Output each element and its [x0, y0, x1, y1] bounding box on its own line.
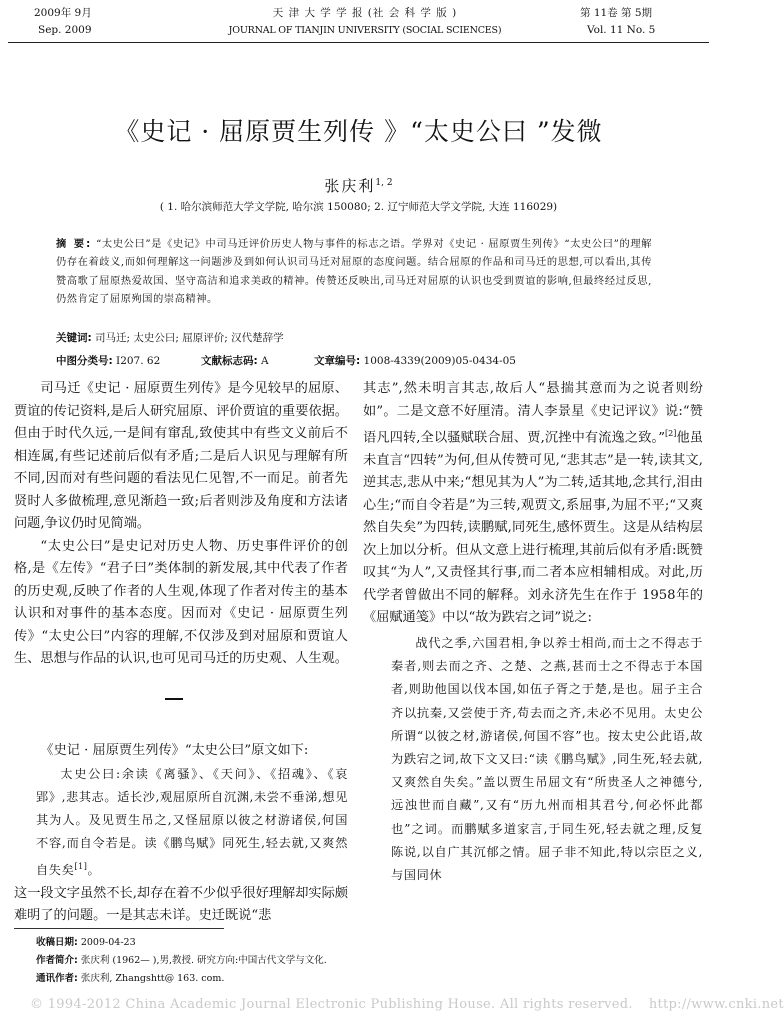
clc-value: I207. 62 [116, 355, 161, 367]
article-title: 《史记 · 屈原贾生列传 》“太史公曰 ”发微 [114, 117, 603, 146]
received-label: 收稿日期: [36, 937, 78, 948]
body-left-lower [14, 740, 348, 928]
author-bio-label: 作者简介: [36, 955, 78, 966]
doc-code-label: 文献标志码: [201, 355, 258, 367]
citation-ref: [1] [74, 862, 88, 872]
watermark-url[interactable]: http://www.cnki.net [648, 997, 784, 1012]
body-text: 他虽未直言“四转”为何,但从传赞可见,“悲其志”是一转,读其文,逆其志,悲从中来;“想见其为人”为二转,适其地,念其行,泪由心生;“而自令若是”为三转,观贾文,系屈事,为屈不平;“又爽然自失矣”为四转,读鹏赋,同死生,感怀贾生。这是从结构层次上加以分析。但从文意上进行梳理,其前后似有矛盾:既赞叹其“为人”,又责怪其行事,而二者本应相辅相成。对此,历代学者曾做出不同的解释。刘永济先生在作于 1958年的《屈赋通笺》中以“故为跌宕之词”说之: [363, 430, 703, 626]
body-paragraph: 司马迁《史记 · 屈原贾生列传》是今见较早的屈原、贾谊的传记资料,是后人研究屈原、评价贾谊的重要依据。但由于时代久远,一是间有窜乱,致使其中有些文义前后不相连属,有些记述前后似有矛盾;二是后人识见与理解有所不同,因而对有些问题的看法见仁见智,不一而足。前者先贤时人多做梳理,意见渐趋一致;后者则涉及角度和方法诸问题,争议仍时见简端。 [14, 381, 348, 531]
article-id-value: 1008-4339(2009)05-0434-05 [363, 355, 516, 367]
header-date-en: Sep. 2009 [38, 24, 92, 36]
abstract-label: 摘 要: [56, 239, 93, 250]
watermark-text: © 1994-2012 China Academic Journal Electronic Publishing House. All rights reserved. [30, 997, 633, 1012]
body-right-column [363, 378, 703, 887]
author-bio-value: 张庆利 (1962— ),男,教授. 研究方向:中国古代文学与文化. [80, 955, 327, 966]
copyright-watermark [30, 997, 784, 1012]
body-paragraph [363, 378, 703, 630]
header-volume-en: Vol. 11 No. 5 [587, 24, 656, 36]
footnote-received [36, 936, 136, 950]
contact-value: 张庆利, Zhangshtt@ 163. com. [80, 973, 225, 984]
author-line [0, 172, 717, 197]
header-journal-en: JOURNAL OF TIANJIN UNIVERSITY (SOCIAL SCIENCES) [228, 25, 502, 36]
abstract-text: “太史公曰”是《史记》中司马迁评价历史人物与事件的标志之语。学界对《史记 · 屈原贾生列传》“太史公曰”的理解仍存在着歧义,而如何理解这一问题涉及到如何认识司马迁对屈原的态度问题。结合屈原的作品和司马迁的思想,可以看出,其传赞高歌了屈原热爱故国、坚守高洁和追求美政的精神。传赞还反映出,司马迁对屈原的认识也受到贾谊的影响,但最终经过反思,仍然肯定了屈原殉国的崇高精神。 [56, 239, 652, 306]
keywords [56, 330, 666, 346]
header-date-cn: 2009年 9月 [34, 7, 92, 19]
footnote-contact [36, 972, 224, 986]
author-affil-marks: 1, 2 [375, 178, 393, 188]
author-name: 张庆利 [324, 177, 376, 195]
abstract [56, 236, 652, 310]
block-quote: 战代之季,六国君相,争以养士相尚,而士之不得志于秦者,则去而之齐、之楚、之燕,甚而士之不得志于本国者,则助他国以伐本国,如伍子胥之于楚,是也。屈子主合齐以抗秦,又尝使于齐,苟去而之齐,未必不见用。太史公所谓“以彼之材,游诸侯,何国不容”也。按太史公此语,故为跌宕之词,故下文又曰:“读《鹏鸟赋》,同生死,轻去就,又爽然自失矣。”盖以贾生吊屈文有“所贵圣人之神德兮,远浊世而自藏”,又有“历九州而相其君兮,何必怀此都也”之词。而鹏赋多道家言,于同生死,轻去就之理,反复陈说,以自广其沉郁之情。屈子非不知此,特以宗臣之义,与国同休 [391, 635, 703, 882]
section-number-dash [165, 698, 183, 700]
citation-ref: [2] [665, 429, 677, 438]
received-value: 2009-04-23 [80, 937, 136, 948]
body-paragraph: “太史公曰”是史记对历史人物、历史事件评价的创格,是《左传》“君子曰”类体制的新发展,其中代表了作者的历史观,反映了作者的人生观,体现了作者对传主的基本认识和对事件的基本态度。因而对《史记 · 屈原贾生列传》“太史公曰”内容的理解,不仅涉及到对屈原和贾谊人生、思想与作品的认识,也可见司马迁的历史观、人生观。 [14, 538, 348, 666]
article-id-label: 文章编号: [314, 355, 361, 367]
header-volume-cn: 第 11卷 第 5期 [580, 7, 653, 19]
affiliation: ( 1. 哈尔滨师范大学文学院, 哈尔滨 150080; 2. 辽宁师范大学文学院, 大连 116029) [159, 201, 558, 213]
quote-text: 太史公曰:余读《离骚》、《天问》、《招魂》、《哀郢》,悲其志。适长沙,观屈原所自沉渊,未尝不垂涕,想见其为人。及见贾生吊之,又怪屈原以彼之材游诸侯,何国不容,而自令若是。读《鹏鸟赋》同死生,轻去就,又爽然自失矣 [36, 766, 349, 878]
header-rule [8, 42, 709, 43]
header-journal-cn: 天 津 大 学 学 报 (社 会 科 学 版 ) [272, 7, 458, 19]
keywords-text: 司马迁; 太史公曰; 屈原评价; 汉代楚辞学 [95, 332, 284, 344]
clc-label: 中图分类号: [56, 355, 113, 367]
footnote-author [36, 954, 327, 968]
doc-code-value: A [261, 355, 269, 367]
body-left-column [14, 378, 348, 671]
footnote-rule [14, 928, 224, 929]
quote-end: 。 [87, 863, 101, 878]
body-paragraph: 这一段文字虽然不长,却存在着不少似乎很好理解却实际颇难明了的问题。一是其志未详。史迁既说“悲 [14, 885, 348, 924]
body-paragraph: 《史记 · 屈原贾生列传》“太史公曰”原文如下: [40, 743, 309, 758]
keywords-label: 关键词: [56, 332, 92, 344]
block-quote [14, 763, 348, 883]
body-text: 其志”,然未明言其志,故后人“悬揣其意而为之说者则纷如”。二是文意不好厘清。清人李景星《史记评议》说:“赞语凡四转,全以骚赋联合屈、贾,沉挫中有流逸之致。” [363, 381, 703, 446]
contact-label: 通讯作者: [36, 973, 78, 984]
